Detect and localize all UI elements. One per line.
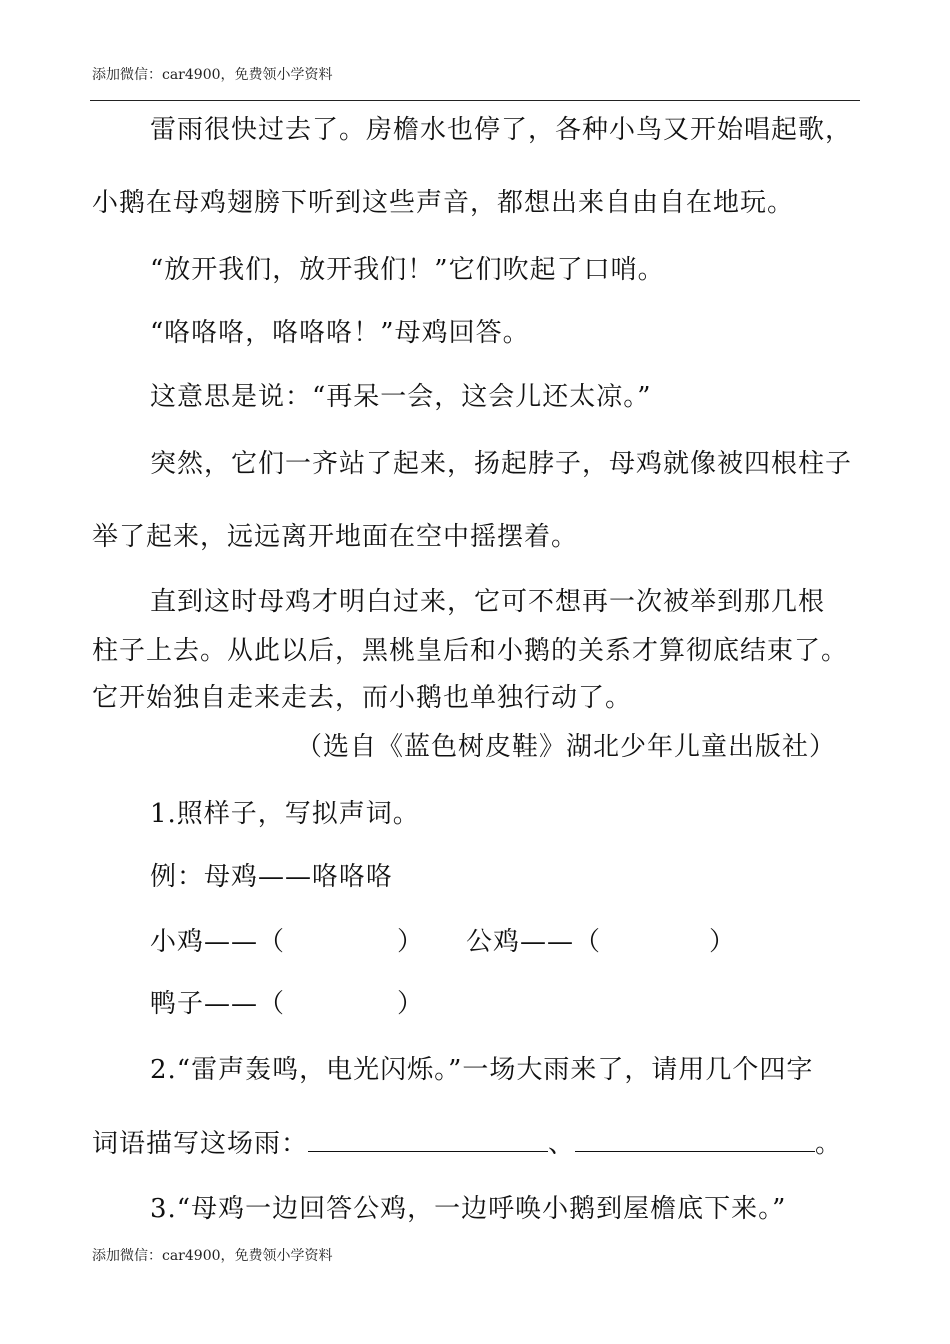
question-2-line-2 — [92, 1127, 842, 1161]
duck-close-paren: ） — [397, 989, 425, 1019]
header-divider — [90, 100, 860, 101]
question-1-rooster — [466, 925, 736, 959]
answer-blank-2[interactable] — [575, 1131, 815, 1152]
story-paragraph-3: “咯咯咯，咯咯咯！”母鸡回答。 — [150, 318, 530, 348]
question-1-duck — [150, 987, 424, 1021]
question-1-chick — [150, 925, 424, 959]
chick-close-paren: ） — [397, 927, 425, 957]
duck-label: 鸭子——（ — [150, 989, 286, 1019]
page-header: 添加微信：car4900，免费领小学资料 — [92, 67, 333, 83]
story-paragraph-1-line-2: 小鹅在母鸡翅膀下听到这些声音，都想出来自由自在地玩。 — [92, 188, 795, 218]
story-paragraph-6-line-1: 直到这时母鸡才明白过来，它可不想再一次被举到那几根 — [150, 587, 826, 617]
story-paragraph-5-line-2: 举了起来，远远离开地面在空中摇摆着。 — [92, 522, 579, 552]
story-source: （选自《蓝色树皮鞋》湖北少年儿童出版社） — [296, 732, 837, 762]
answer-blank-1[interactable] — [308, 1131, 548, 1152]
question-1-title: 1.照样子，写拟声词。 — [150, 799, 420, 829]
story-paragraph-5-line-1: 突然，它们一齐站了起来，扬起脖子，母鸡就像被四根柱子 — [150, 449, 853, 479]
story-paragraph-6-line-3: 它开始独自走来走去，而小鹅也单独行动了。 — [92, 683, 633, 713]
story-paragraph-6-line-2: 柱子上去。从此以后，黑桃皇后和小鹅的关系才算彻底结束了。 — [92, 636, 849, 666]
question-2-line-1: 2.“雷声轰鸣，电光闪烁。”一场大雨来了，请用几个四字 — [150, 1055, 814, 1085]
story-paragraph-2: “放开我们，放开我们！”它们吹起了口哨。 — [150, 255, 665, 285]
blank-separator: 、 — [548, 1129, 576, 1159]
question-1-example: 例：母鸡——咯咯咯 — [150, 862, 394, 892]
story-paragraph-1-line-1: 雷雨很快过去了。房檐水也停了，各种小鸟又开始唱起歌， — [150, 115, 853, 145]
question-3-line-1: 3.“母鸡一边回答公鸡，一边呼唤小鹅到屋檐底下来。” — [150, 1194, 787, 1224]
rooster-label: 公鸡——（ — [466, 927, 602, 957]
line-end-period: 。 — [815, 1129, 843, 1159]
chick-label: 小鸡——（ — [150, 927, 286, 957]
page-footer: 添加微信：car4900，免费领小学资料 — [92, 1248, 333, 1264]
story-paragraph-4: 这意思是说：“再呆一会，这会儿还太凉。” — [150, 382, 652, 412]
question-2-prefix: 词语描写这场雨： — [92, 1129, 309, 1159]
rooster-close-paren: ） — [709, 927, 737, 957]
